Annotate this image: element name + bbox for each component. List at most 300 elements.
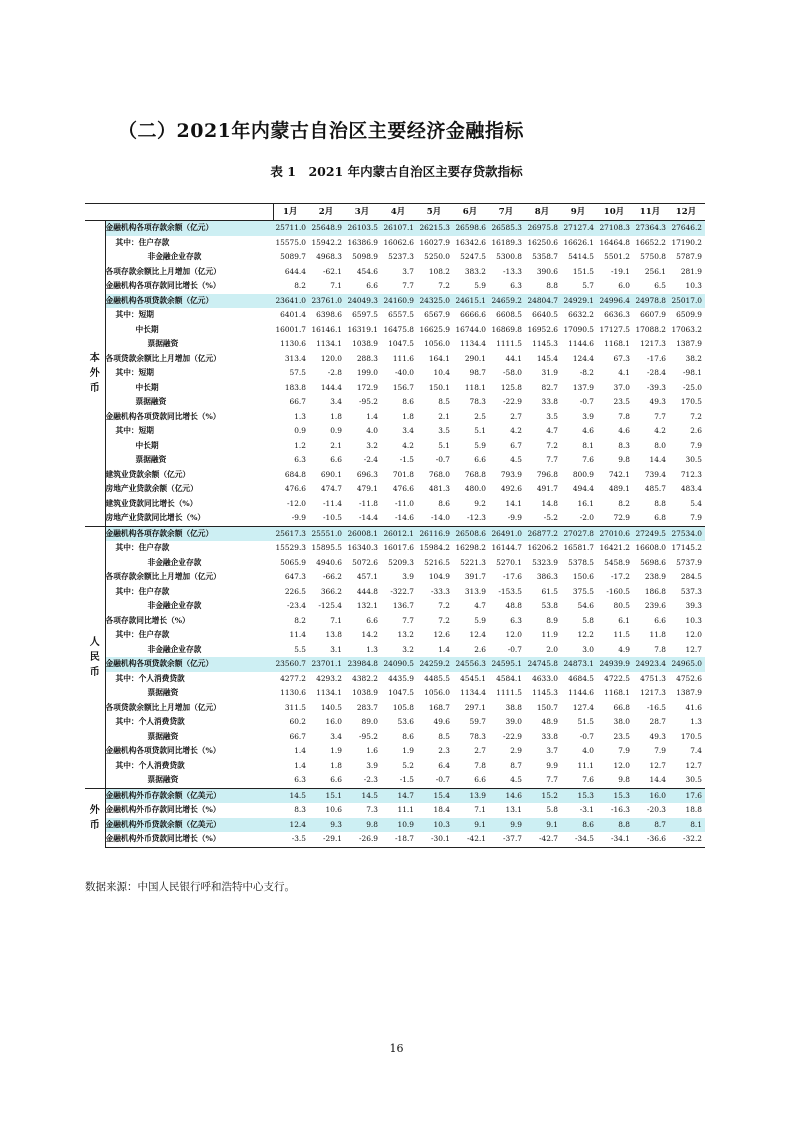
value-cell: -22.9 xyxy=(503,397,522,406)
table-row xyxy=(85,730,705,745)
value-cell: 105.8 xyxy=(392,702,414,712)
value-cell: 53.8 xyxy=(541,601,558,610)
table-row xyxy=(85,818,705,833)
section-title: （二）2021年内蒙古自治区主要经济金融指标 xyxy=(118,120,524,142)
table-row xyxy=(85,366,705,381)
value-cell: 9.9 xyxy=(546,760,558,770)
value-cell: 16869.8 xyxy=(491,324,522,334)
month-header: 4月 xyxy=(381,204,417,221)
value-cell: 12.2 xyxy=(577,630,594,639)
value-cell: 78.3 xyxy=(469,731,486,741)
value-cell: 16626.1 xyxy=(563,237,594,247)
value-cell: 1111.5 xyxy=(496,688,522,697)
value-cell: 16027.9 xyxy=(419,237,450,247)
value-cell: 489.1 xyxy=(608,484,630,493)
table-row xyxy=(85,803,705,818)
value-cell: 66.8 xyxy=(613,702,630,712)
value-cell: 2.7 xyxy=(474,746,486,755)
value-cell: 1.4 xyxy=(294,746,306,755)
table-row xyxy=(85,585,705,600)
value-cell: 1134.4 xyxy=(460,688,486,697)
row-label: 其中：个人消费贷款 xyxy=(115,673,185,683)
value-cell: 38.0 xyxy=(613,717,630,726)
value-cell: 15.4 xyxy=(417,788,453,803)
value-cell: -0.7 xyxy=(435,775,450,784)
value-cell: 311.5 xyxy=(284,702,306,712)
value-cell: 120.0 xyxy=(320,353,342,363)
value-cell: 5.5 xyxy=(294,644,306,654)
value-cell: 145.4 xyxy=(536,353,558,363)
table-row xyxy=(85,337,705,352)
value-cell: 8.3 xyxy=(294,805,306,814)
value-cell: 313.4 xyxy=(284,353,306,363)
value-cell: 5065.9 xyxy=(280,557,306,567)
row-label: 票据融资 xyxy=(147,339,179,348)
value-cell: 696.3 xyxy=(356,469,378,479)
value-cell: 170.5 xyxy=(680,397,702,406)
value-cell: 37.0 xyxy=(613,382,630,392)
value-cell: 61.5 xyxy=(541,586,558,596)
value-cell: 281.9 xyxy=(680,266,702,276)
value-cell: 132.1 xyxy=(356,601,378,610)
value-cell: 8.5 xyxy=(438,731,450,741)
value-cell: 26107.1 xyxy=(381,221,417,236)
value-cell: 6.6 xyxy=(366,281,378,290)
value-cell: 9.8 xyxy=(345,818,381,833)
value-cell: -1.5 xyxy=(399,775,414,784)
value-cell: -13.3 xyxy=(503,266,522,276)
value-cell: 5.2 xyxy=(402,760,414,770)
value-cell: 2.3 xyxy=(438,746,450,755)
value-cell: -10.5 xyxy=(323,513,342,522)
value-cell: 48.8 xyxy=(505,601,522,610)
table-row xyxy=(85,556,705,571)
value-cell: 127.4 xyxy=(572,702,594,712)
value-cell: -39.3 xyxy=(647,382,666,392)
value-cell: 6.8 xyxy=(654,513,666,522)
value-cell: 44.1 xyxy=(505,353,522,363)
value-cell: 1387.9 xyxy=(676,339,702,348)
row-label: 其中：个人消费贷款 xyxy=(115,717,185,726)
value-cell: 54.6 xyxy=(577,601,594,610)
value-cell: 10.3 xyxy=(685,281,702,290)
value-cell: 5221.3 xyxy=(460,557,486,567)
value-cell: 26508.6 xyxy=(453,526,489,541)
value-cell: 8.2 xyxy=(294,615,306,625)
value-cell: 6398.6 xyxy=(316,310,342,319)
value-cell: 3.9 xyxy=(366,760,378,770)
value-cell: 6509.9 xyxy=(676,310,702,319)
row-label: 各项存款余额比上月增加（亿元） xyxy=(105,572,221,581)
value-cell: 16952.6 xyxy=(527,324,558,334)
value-cell: 26598.6 xyxy=(453,221,489,236)
value-cell: 2.0 xyxy=(546,644,558,654)
indicator-table xyxy=(85,203,705,848)
value-cell: 15529.3 xyxy=(275,543,306,552)
value-cell: 4684.5 xyxy=(568,673,594,683)
table-header-row xyxy=(85,204,705,221)
value-cell: 10.9 xyxy=(381,818,417,833)
value-cell: -36.6 xyxy=(633,832,669,847)
value-cell: 23641.0 xyxy=(273,294,309,309)
value-cell: 494.4 xyxy=(572,484,594,493)
value-cell: 23984.8 xyxy=(345,657,381,672)
row-label: 票据融资 xyxy=(135,397,167,406)
value-cell: 5750.8 xyxy=(640,252,666,261)
value-cell: 9.9 xyxy=(489,818,525,833)
table-row xyxy=(85,352,705,367)
value-cell: 26877.2 xyxy=(525,526,561,541)
row-label: 其中：住户存款 xyxy=(115,630,170,639)
value-cell: 1038.9 xyxy=(352,688,378,697)
table-row xyxy=(85,657,705,672)
value-cell: 150.6 xyxy=(572,572,594,581)
value-cell: 15575.0 xyxy=(275,237,306,247)
value-cell: 6557.5 xyxy=(388,310,414,319)
value-cell: 7.8 xyxy=(618,411,630,421)
value-cell: 118.1 xyxy=(464,382,486,392)
value-cell: 17088.2 xyxy=(635,324,666,334)
value-cell: 483.4 xyxy=(680,484,702,493)
table-row xyxy=(85,614,705,629)
month-header: 1月 xyxy=(273,204,309,221)
value-cell: 10.3 xyxy=(685,615,702,625)
value-cell: 10.6 xyxy=(325,805,342,814)
row-label: 其中：住户存款 xyxy=(115,543,170,552)
value-cell: 2.1 xyxy=(330,440,342,450)
row-label: 其中：住户存款 xyxy=(115,237,170,247)
value-cell: 1168.1 xyxy=(604,339,630,348)
value-cell: 366.2 xyxy=(320,586,342,596)
value-cell: 7.1 xyxy=(330,281,342,290)
value-cell: 150.1 xyxy=(428,382,450,392)
value-cell: 12.0 xyxy=(613,760,630,770)
value-cell: 2.6 xyxy=(690,426,702,435)
value-cell: -18.7 xyxy=(381,832,417,847)
currency-group-char: 币 xyxy=(89,819,100,831)
currency-group-char: 本 xyxy=(89,352,100,364)
row-label: 非金融企业存款 xyxy=(147,601,202,610)
value-cell: -153.5 xyxy=(498,586,522,596)
row-label: 非金融企业存款 xyxy=(147,644,202,654)
value-cell: 26103.5 xyxy=(345,221,381,236)
value-cell: 31.9 xyxy=(541,368,558,377)
value-cell: 7.8 xyxy=(654,644,666,654)
value-cell: 5089.7 xyxy=(280,252,306,261)
value-cell: 796.8 xyxy=(536,469,558,479)
table-row xyxy=(85,294,705,309)
value-cell: -0.7 xyxy=(435,455,450,464)
value-cell: -5.2 xyxy=(543,513,558,522)
value-cell: 24965.0 xyxy=(669,657,705,672)
value-cell: 1.8 xyxy=(330,411,342,421)
value-cell: -322.7 xyxy=(390,586,414,596)
value-cell: 16475.8 xyxy=(383,324,414,334)
value-cell: 27646.2 xyxy=(669,221,705,236)
row-label: 各项存款同比增长（%） xyxy=(105,615,190,625)
value-cell: 457.1 xyxy=(356,572,378,581)
table-row xyxy=(85,686,705,701)
indicator-table-wrapper xyxy=(85,203,705,848)
value-cell: 4752.6 xyxy=(676,673,702,683)
table-row xyxy=(85,381,705,396)
value-cell: 24745.8 xyxy=(525,657,561,672)
value-cell: 1038.9 xyxy=(352,339,378,348)
row-label: 金融机构各项贷款余额（亿元） xyxy=(105,657,273,672)
value-cell: 30.5 xyxy=(685,775,702,784)
value-cell: 16386.9 xyxy=(347,237,378,247)
value-cell: 742.1 xyxy=(608,469,630,479)
value-cell: 15942.2 xyxy=(311,237,342,247)
value-cell: 25648.9 xyxy=(309,221,345,236)
value-cell: 5209.3 xyxy=(388,557,414,567)
value-cell: 26008.1 xyxy=(345,526,381,541)
row-label: 其中：短期 xyxy=(115,426,154,435)
value-cell: 41.6 xyxy=(685,702,702,712)
value-cell: 7.9 xyxy=(690,440,702,450)
value-cell: 739.4 xyxy=(644,469,666,479)
value-cell: 89.0 xyxy=(361,717,378,726)
value-cell: 199.0 xyxy=(356,368,378,377)
value-cell: 15.2 xyxy=(525,788,561,803)
value-cell: 26975.8 xyxy=(525,221,561,236)
value-cell: 6567.9 xyxy=(424,310,450,319)
value-cell: 60.2 xyxy=(289,717,306,726)
value-cell: 24090.5 xyxy=(381,657,417,672)
value-cell: 226.5 xyxy=(284,586,306,596)
value-cell: 16319.1 xyxy=(347,324,378,334)
value-cell: -34.5 xyxy=(561,832,597,847)
value-cell: 24929.1 xyxy=(561,294,597,309)
row-label: 金融机构各项贷款同比增长（%） xyxy=(105,411,221,421)
value-cell: 6632.2 xyxy=(568,310,594,319)
value-cell: 7.8 xyxy=(474,760,486,770)
value-cell: 6.6 xyxy=(474,775,486,784)
value-cell: 151.5 xyxy=(572,266,594,276)
value-cell: 156.7 xyxy=(392,382,414,392)
value-cell: 38.8 xyxy=(505,702,522,712)
value-cell: 690.1 xyxy=(320,469,342,479)
value-cell: 16206.2 xyxy=(527,543,558,552)
table-caption: 表 1 2021 年内蒙古自治区主要存贷款指标 xyxy=(270,164,523,179)
value-cell: 800.9 xyxy=(572,469,594,479)
value-cell: 7.9 xyxy=(618,746,630,755)
value-cell: 4940.6 xyxy=(316,557,342,567)
value-cell: 18.8 xyxy=(685,805,702,814)
value-cell: -23.4 xyxy=(287,601,306,610)
value-cell: -32.2 xyxy=(669,832,705,847)
currency-group-char: 币 xyxy=(89,382,100,394)
value-cell: 17090.5 xyxy=(563,324,594,334)
month-header: 9月 xyxy=(561,204,597,221)
value-cell: -14.6 xyxy=(395,513,414,522)
value-cell: 9.3 xyxy=(309,818,345,833)
value-cell: 9.1 xyxy=(453,818,489,833)
value-cell: 39.0 xyxy=(505,717,522,726)
value-cell: 16342.6 xyxy=(455,237,486,247)
value-cell: 14.4 xyxy=(649,455,666,464)
value-cell: 6.3 xyxy=(510,615,522,625)
value-cell: 5.9 xyxy=(474,615,486,625)
table-row xyxy=(85,744,705,759)
value-cell: 7.1 xyxy=(474,805,486,814)
value-cell: 2.6 xyxy=(474,644,486,654)
value-cell: 12.6 xyxy=(433,630,450,639)
table-row xyxy=(85,759,705,774)
table-body xyxy=(85,221,705,848)
value-cell: -42.7 xyxy=(525,832,561,847)
table-row xyxy=(85,497,705,512)
value-cell: 4.2 xyxy=(654,426,666,435)
table-row xyxy=(85,511,705,526)
value-cell: 4.1 xyxy=(618,368,630,377)
value-cell: 24873.1 xyxy=(561,657,597,672)
table-row xyxy=(85,628,705,643)
value-cell: 25551.0 xyxy=(309,526,345,541)
value-cell: 1.3 xyxy=(690,717,702,726)
value-cell: 170.5 xyxy=(680,731,702,741)
value-cell: 24804.7 xyxy=(525,294,561,309)
value-cell: 6.7 xyxy=(510,440,522,450)
value-cell: -95.2 xyxy=(359,731,378,741)
currency-group-label xyxy=(85,526,105,788)
currency-group-char: 币 xyxy=(89,666,100,678)
value-cell: 24939.9 xyxy=(597,657,633,672)
value-cell: 1144.6 xyxy=(568,688,594,697)
row-label: 各项存款余额比上月增加（亿元） xyxy=(105,266,221,276)
value-cell: 80.5 xyxy=(613,601,630,610)
value-cell: 15984.2 xyxy=(419,543,450,552)
value-cell: 17127.5 xyxy=(599,324,630,334)
value-cell: 7.7 xyxy=(546,775,558,784)
row-label: 金融机构外币贷款同比增长（%） xyxy=(105,832,273,847)
value-cell: 183.8 xyxy=(284,382,306,392)
row-label: 其中：住户存款 xyxy=(115,586,170,596)
value-cell: 390.6 xyxy=(536,266,558,276)
value-cell: 7.7 xyxy=(654,411,666,421)
value-cell: 4.2 xyxy=(402,440,414,450)
value-cell: -11.8 xyxy=(359,498,378,508)
value-cell: 8.5 xyxy=(438,397,450,406)
value-cell: 1134.1 xyxy=(316,339,342,348)
value-cell: 5323.9 xyxy=(532,557,558,567)
value-cell: 492.6 xyxy=(500,484,522,493)
value-cell: 27108.3 xyxy=(597,221,633,236)
value-cell: -16.3 xyxy=(611,805,630,814)
value-cell: 11.1 xyxy=(577,760,594,770)
value-cell: 7.2 xyxy=(546,440,558,450)
value-cell: 1144.6 xyxy=(568,339,594,348)
value-cell: 25017.0 xyxy=(669,294,705,309)
value-cell: -17.2 xyxy=(611,572,630,581)
value-cell: 4277.2 xyxy=(280,673,306,683)
row-label: 非金融企业存款 xyxy=(147,557,202,567)
value-cell: 297.1 xyxy=(464,702,486,712)
value-cell: 2.9 xyxy=(510,746,522,755)
value-cell: 5.8 xyxy=(546,805,558,814)
value-cell: 16421.2 xyxy=(599,543,630,552)
value-cell: 26215.3 xyxy=(417,221,453,236)
value-cell: 1047.5 xyxy=(388,688,414,697)
value-cell: -37.7 xyxy=(489,832,525,847)
value-cell: 476.6 xyxy=(392,484,414,493)
value-cell: 290.1 xyxy=(464,353,486,363)
value-cell: 13.1 xyxy=(505,805,522,814)
value-cell: 4751.3 xyxy=(640,673,666,683)
value-cell: 12.0 xyxy=(505,630,522,639)
row-label: 票据融资 xyxy=(147,688,179,697)
value-cell: 16652.2 xyxy=(635,237,666,247)
currency-group-char: 外 xyxy=(89,367,100,379)
value-cell: 8.3 xyxy=(618,440,630,450)
value-cell: 5.8 xyxy=(582,615,594,625)
value-cell: 3.1 xyxy=(330,644,342,654)
value-cell: 485.7 xyxy=(644,484,666,493)
page-number: 16 xyxy=(389,1042,404,1055)
value-cell: -26.9 xyxy=(345,832,381,847)
month-header: 6月 xyxy=(453,204,489,221)
value-cell: 7.2 xyxy=(690,411,702,421)
value-cell: 59.7 xyxy=(469,717,486,726)
value-cell: 7.9 xyxy=(690,513,702,522)
value-cell: 24615.1 xyxy=(453,294,489,309)
value-cell: 480.0 xyxy=(464,484,486,493)
value-cell: 16.1 xyxy=(577,498,594,508)
value-cell: 5358.7 xyxy=(532,252,558,261)
value-cell: 5.4 xyxy=(690,498,702,508)
value-cell: 11.1 xyxy=(397,805,414,814)
value-cell: 6608.5 xyxy=(496,310,522,319)
value-cell: 6.6 xyxy=(366,615,378,625)
header-corner-cell xyxy=(85,204,273,221)
table-row xyxy=(85,599,705,614)
value-cell: -14.4 xyxy=(359,513,378,522)
value-cell: 11.4 xyxy=(289,630,306,639)
table-row xyxy=(85,672,705,687)
value-cell: -30.1 xyxy=(417,832,453,847)
value-cell: 8.2 xyxy=(618,498,630,508)
value-cell: 7.1 xyxy=(330,615,342,625)
value-cell: 14.5 xyxy=(273,788,309,803)
value-cell: 28.7 xyxy=(649,717,666,726)
table-row xyxy=(85,453,705,468)
value-cell: 168.7 xyxy=(428,702,450,712)
value-cell: 313.9 xyxy=(464,586,486,596)
value-cell: 14.5 xyxy=(345,788,381,803)
value-cell: 4293.2 xyxy=(316,673,342,683)
value-cell: 288.3 xyxy=(356,353,378,363)
value-cell: 8.6 xyxy=(402,731,414,741)
month-header: 10月 xyxy=(597,204,633,221)
value-cell: 444.8 xyxy=(356,586,378,596)
value-cell: 6.1 xyxy=(618,615,630,625)
value-cell: 7.7 xyxy=(546,455,558,464)
table-row xyxy=(85,832,705,847)
value-cell: 6401.4 xyxy=(280,310,306,319)
value-cell: 5698.6 xyxy=(640,557,666,567)
value-cell: 104.9 xyxy=(428,572,450,581)
value-cell: 5098.9 xyxy=(352,252,378,261)
table-row xyxy=(85,701,705,716)
value-cell: 24325.0 xyxy=(417,294,453,309)
value-cell: 11.9 xyxy=(541,630,558,639)
value-cell: 1.8 xyxy=(330,760,342,770)
value-cell: 5300.8 xyxy=(496,252,522,261)
value-cell: 12.7 xyxy=(649,760,666,770)
value-cell: 14.4 xyxy=(649,775,666,784)
value-cell: 23.5 xyxy=(613,397,630,406)
value-cell: 16744.0 xyxy=(455,324,486,334)
